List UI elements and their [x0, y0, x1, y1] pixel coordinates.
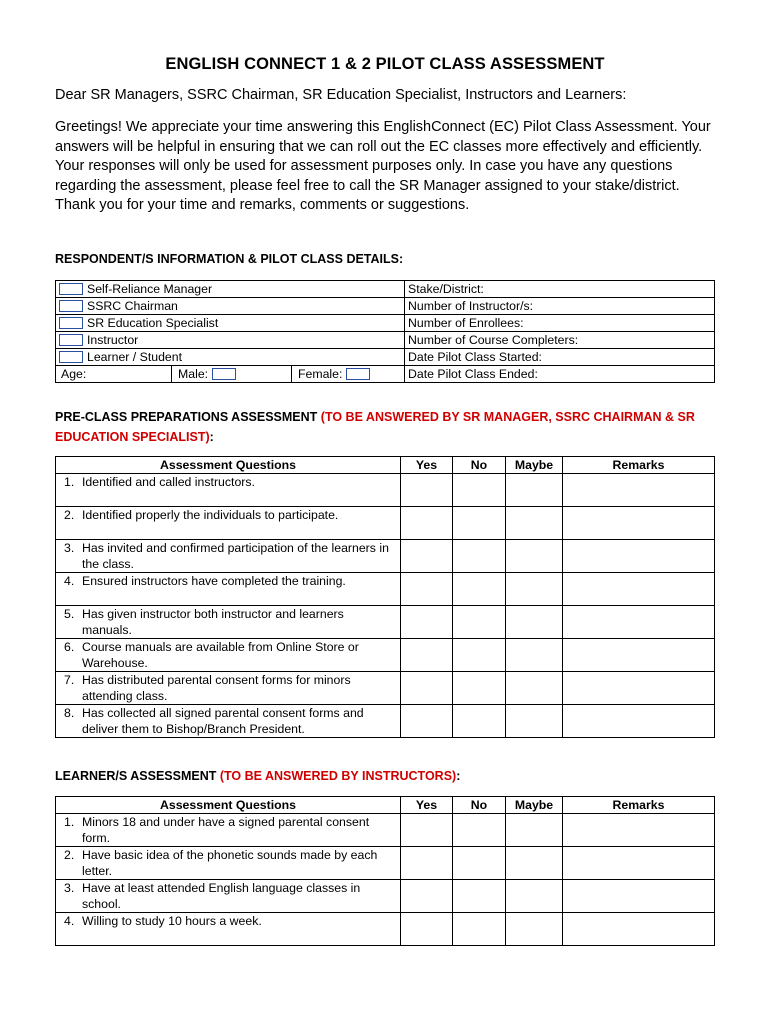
column-header: Yes — [401, 797, 453, 814]
question-number: 1. — [64, 475, 75, 489]
role-label: SR Education Specialist — [87, 316, 219, 330]
learner-heading-text: LEARNER/S ASSESSMENT — [55, 769, 220, 783]
maybe-cell[interactable] — [506, 814, 563, 847]
question-number: 5. — [64, 607, 75, 621]
table-row — [56, 639, 715, 672]
question-number: 1. — [64, 815, 75, 829]
table-row — [56, 573, 715, 606]
column-header: No — [453, 797, 506, 814]
column-header: Remarks — [563, 797, 715, 814]
remarks-cell[interactable] — [563, 672, 715, 705]
no-cell[interactable] — [453, 639, 506, 672]
learner-heading — [55, 767, 695, 787]
age-gender-cell — [56, 366, 405, 383]
no-cell[interactable] — [453, 606, 506, 639]
detail-cell[interactable]: Stake/District: — [405, 281, 715, 298]
no-cell[interactable] — [453, 507, 506, 540]
question-cell — [56, 573, 401, 606]
learner-heading-end: : — [456, 769, 461, 783]
table-header-row — [56, 457, 715, 474]
question-cell — [56, 672, 401, 705]
yes-cell[interactable] — [401, 913, 453, 946]
column-header: Yes — [401, 457, 453, 474]
table-row — [56, 474, 715, 507]
maybe-cell[interactable] — [506, 639, 563, 672]
question-cell — [56, 814, 401, 847]
no-cell[interactable] — [453, 672, 506, 705]
question-text: Has collected all signed parental consent forms and deliver them to Bishop/Branch President. — [82, 706, 364, 736]
table-row — [56, 606, 715, 639]
role-cell — [56, 332, 405, 349]
table-row — [56, 705, 715, 738]
column-header: No — [453, 457, 506, 474]
column-header: Maybe — [506, 797, 563, 814]
yes-cell[interactable] — [401, 606, 453, 639]
yes-cell[interactable] — [401, 507, 453, 540]
no-cell[interactable] — [453, 880, 506, 913]
question-number: 3. — [64, 881, 75, 895]
table-row — [56, 540, 715, 573]
question-text: Ensured instructors have completed the training. — [82, 574, 346, 588]
remarks-cell[interactable] — [563, 880, 715, 913]
learner-table — [55, 796, 715, 946]
remarks-cell[interactable] — [563, 639, 715, 672]
table-row — [56, 814, 715, 847]
remarks-cell[interactable] — [563, 847, 715, 880]
no-cell[interactable] — [453, 573, 506, 606]
respondent-row — [56, 332, 715, 349]
female-label: Female: — [298, 367, 343, 381]
question-text: Willing to study 10 hours a week. — [82, 914, 262, 928]
question-text: Identified and called instructors. — [82, 475, 255, 489]
respondent-heading: RESPONDENT/S INFORMATION & PILOT CLASS DETAILS: — [55, 252, 404, 266]
question-number: 8. — [64, 706, 75, 720]
role-cell — [56, 298, 405, 315]
female-checkbox[interactable] — [346, 368, 370, 380]
column-header: Assessment Questions — [56, 457, 401, 474]
question-number: 7. — [64, 673, 75, 687]
table-row — [56, 672, 715, 705]
question-cell — [56, 880, 401, 913]
question-cell — [56, 507, 401, 540]
maybe-cell[interactable] — [506, 474, 563, 507]
maybe-cell[interactable] — [506, 540, 563, 573]
remarks-cell[interactable] — [563, 705, 715, 738]
table-row — [56, 847, 715, 880]
intro-paragraph: Greetings! We appreciate your time answering this EnglishConnect (EC) Pilot Class Assessment. Your answers will be helpful in ensuring that we can roll out the EC classes more effectively and efficiently. Your responses will only be used for assessment purposes only. In case you have any questions regarding the assessment, please feel free to call the SR Manager assigned to your stake/district. Thank you for your time and remarks, comments or suggestions. — [55, 119, 711, 214]
yes-cell[interactable] — [401, 639, 453, 672]
detail-cell[interactable]: Date Pilot Class Started: — [405, 349, 715, 366]
question-cell — [56, 847, 401, 880]
role-cell — [56, 315, 405, 332]
respondent-row — [56, 366, 715, 383]
question-text: Has invited and confirmed participation of the learners in the class. — [82, 541, 389, 571]
detail-cell[interactable]: Number of Enrollees: — [405, 315, 715, 332]
age-field[interactable]: Age: — [56, 366, 172, 382]
no-cell[interactable] — [453, 705, 506, 738]
preclass-heading — [55, 408, 695, 447]
question-number: 6. — [64, 640, 75, 654]
respondent-table — [55, 280, 715, 383]
learner-heading-note: (TO BE ANSWERED BY INSTRUCTORS) — [219, 769, 457, 783]
role-label: SSRC Chairman — [87, 299, 178, 313]
question-number: 4. — [64, 914, 75, 928]
remarks-cell[interactable] — [563, 540, 715, 573]
no-cell[interactable] — [453, 540, 506, 573]
yes-cell[interactable] — [401, 880, 453, 913]
yes-cell[interactable] — [401, 814, 453, 847]
male-label: Male: — [178, 367, 209, 381]
question-text: Have basic idea of the phonetic sounds made by each letter. — [82, 848, 378, 878]
question-cell — [56, 913, 401, 946]
preclass-heading-note: (TO BE ANSWERED BY SR MANAGER, SSRC CHAIRMAN & SR EDUCATION SPECIALIST) — [55, 410, 695, 444]
no-cell[interactable] — [453, 847, 506, 880]
role-label: Learner / Student — [87, 350, 183, 364]
role-checkbox[interactable] — [59, 283, 83, 295]
question-cell — [56, 606, 401, 639]
yes-cell[interactable] — [401, 573, 453, 606]
table-row — [56, 507, 715, 540]
role-checkbox[interactable] — [59, 334, 83, 346]
remarks-cell[interactable] — [563, 573, 715, 606]
maybe-cell[interactable] — [506, 913, 563, 946]
question-cell — [56, 474, 401, 507]
remarks-cell[interactable] — [563, 507, 715, 540]
respondent-row — [56, 281, 715, 298]
remarks-cell[interactable] — [563, 474, 715, 507]
respondent-row — [56, 349, 715, 366]
yes-cell[interactable] — [401, 540, 453, 573]
question-text: Have at least attended English language classes in school. — [82, 881, 361, 911]
question-text: Course manuals are available from Online Store or Warehouse. — [82, 640, 359, 670]
no-cell[interactable] — [453, 913, 506, 946]
remarks-cell[interactable] — [563, 913, 715, 946]
question-text: Minors 18 and under have a signed parental consent form. — [82, 815, 370, 845]
question-cell — [56, 540, 401, 573]
detail-cell[interactable]: Number of Instructor/s: — [405, 298, 715, 315]
page-title: ENGLISH CONNECT 1 & 2 PILOT CLASS ASSESSMENT — [165, 55, 605, 73]
maybe-cell[interactable] — [506, 672, 563, 705]
question-cell — [56, 705, 401, 738]
female-field — [292, 366, 374, 382]
column-header: Maybe — [506, 457, 563, 474]
question-text: Has given instructor both instructor and learners manuals. — [82, 607, 344, 637]
role-checkbox[interactable] — [59, 351, 83, 363]
maybe-cell[interactable] — [506, 847, 563, 880]
question-number: 2. — [64, 848, 75, 862]
maybe-cell[interactable] — [506, 507, 563, 540]
male-checkbox[interactable] — [212, 368, 236, 380]
role-cell — [56, 349, 405, 366]
question-number: 4. — [64, 574, 75, 588]
no-cell[interactable] — [453, 474, 506, 507]
column-header: Assessment Questions — [56, 797, 401, 814]
role-label: Self-Reliance Manager — [87, 282, 213, 296]
role-checkbox[interactable] — [59, 317, 83, 329]
yes-cell[interactable] — [401, 847, 453, 880]
question-text: Has distributed parental consent forms for minors attending class. — [82, 673, 351, 703]
male-field — [172, 366, 292, 382]
maybe-cell[interactable] — [506, 880, 563, 913]
role-cell — [56, 281, 405, 298]
salutation: Dear SR Managers, SSRC Chairman, SR Education Specialist, Instructors and Learners: — [55, 87, 627, 103]
table-row — [56, 913, 715, 946]
yes-cell[interactable] — [401, 474, 453, 507]
column-header: Remarks — [563, 457, 715, 474]
role-checkbox[interactable] — [59, 300, 83, 312]
no-cell[interactable] — [453, 814, 506, 847]
maybe-cell[interactable] — [506, 573, 563, 606]
preclass-heading-text: PRE-CLASS PREPARATIONS ASSESSMENT — [55, 410, 321, 424]
respondent-row — [56, 298, 715, 315]
question-cell — [56, 639, 401, 672]
preclass-table — [55, 456, 715, 738]
table-row — [56, 880, 715, 913]
detail-cell[interactable]: Number of Course Completers: — [405, 332, 715, 349]
yes-cell[interactable] — [401, 672, 453, 705]
table-header-row — [56, 797, 715, 814]
detail-cell[interactable]: Date Pilot Class Ended: — [405, 366, 715, 383]
yes-cell[interactable] — [401, 705, 453, 738]
remarks-cell[interactable] — [563, 814, 715, 847]
preclass-heading-end: : — [209, 429, 214, 444]
remarks-cell[interactable] — [563, 606, 715, 639]
question-text: Identified properly the individuals to participate. — [82, 508, 339, 522]
respondent-row — [56, 315, 715, 332]
question-number: 3. — [64, 541, 75, 555]
maybe-cell[interactable] — [506, 705, 563, 738]
question-number: 2. — [64, 508, 75, 522]
role-label: Instructor — [87, 333, 139, 347]
maybe-cell[interactable] — [506, 606, 563, 639]
